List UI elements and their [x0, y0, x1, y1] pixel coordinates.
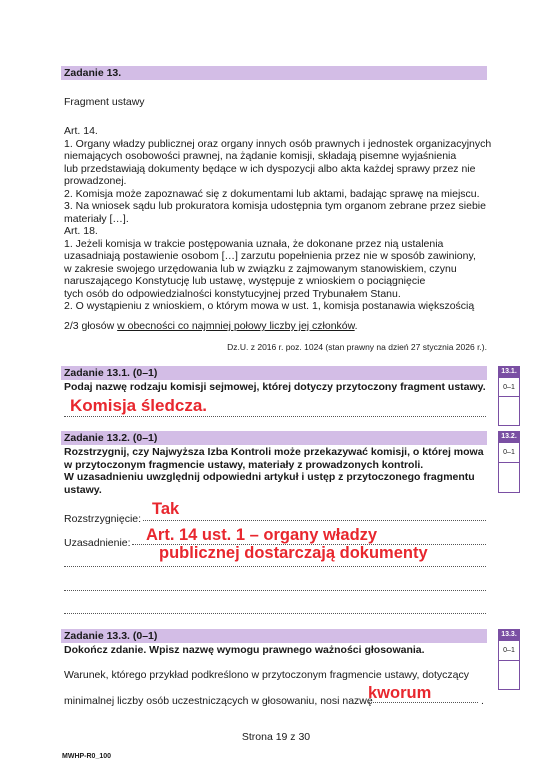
decision-line [143, 520, 486, 521]
task13-3-side-tag: 13.3. [498, 629, 520, 640]
task13-3-score-divider [498, 660, 520, 661]
task13-2-score-divider [498, 462, 520, 463]
decision-answer: Tak [152, 500, 180, 518]
task13-3-sentence-end: . [481, 695, 484, 707]
task13-subtitle: Fragment ustawy [64, 96, 145, 108]
underlined-quorum-phrase: w obecności co najmniej połowy liczby jej członków [117, 320, 355, 332]
exam-code: MWHP-R0_100 [62, 753, 112, 760]
task13-2-question-line: Rozstrzygnij, czy Najwyższa Izba Kontroli może przekazywać komisji, o której mowa [64, 446, 484, 458]
law-line: Art. 18. [64, 225, 98, 237]
task13-2-question-line: ustawy. [64, 483, 102, 496]
law-line: lub przedstawiają dokumenty będące w ich dyspozycji albo akta każdej sprawy przez nie [64, 162, 476, 175]
justification-answer-line1: Art. 14 ust. 1 – organy władzy [146, 526, 378, 544]
law-source: Dz.U. z 2016 r. poz. 1024 (stan prawny na dzień 27 stycznia 2026 r.). [227, 342, 487, 352]
justification-answer-line2: publicznej dostarczają dokumenty [159, 544, 428, 562]
law-line: 1. Organy władzy publicznej oraz organy innych osób prawnych i jednostek organizacyjnych [64, 137, 492, 150]
law-line: naruszającego Konstytucję lub ustawę, występuje z wnioskiem o pociągnięcie [64, 275, 426, 287]
task13-2-score: 0–1 [503, 449, 515, 456]
task13-3-answer-line [368, 702, 478, 703]
law-line: 2. O wystąpieniu z wnioskiem, o którym mowa w ust. 1, komisja postanawia większością [64, 300, 475, 312]
task13-1-question: Podaj nazwę rodzaju komisji sejmowej, której dotyczy przytoczony fragment ustawy. [64, 381, 486, 393]
task13-2-question-line: w przytoczonym fragmencie ustawy, materiały z prowadzonych kontroli. [64, 458, 424, 471]
task13-3-header: Zadanie 13.3. (0–1) [64, 630, 158, 642]
justification-line-4 [64, 613, 486, 614]
task13-1-header: Zadanie 13.1. (0–1) [64, 367, 158, 379]
task13-header: Zadanie 13. [64, 67, 122, 79]
task13-1-score: 0–1 [503, 384, 515, 391]
task13-3-score: 0–1 [503, 647, 515, 654]
decision-label: Rozstrzygnięcie: [64, 513, 142, 525]
law-line: Art. 14. [64, 125, 98, 137]
task13-2-header: Zadanie 13.2. (0–1) [64, 432, 158, 444]
law-line: niemających osobowości prawnej, na żądanie komisji, składają pisemne wyjaśnienia [64, 150, 457, 162]
task13-3-sentence-line1: Warunek, którego przykład podkreślono w przytoczonym fragmencie ustawy, dotyczący [64, 669, 470, 681]
law-last-line [64, 320, 358, 332]
justification-label: Uzasadnienie: [64, 537, 131, 549]
law-line: 3. Na wniosek sądu lub prokuratora komisja udostępnia tym organom zebrane przez siebie [64, 200, 486, 212]
law-last-line-suffix: . [354, 320, 358, 332]
justification-line-1 [132, 544, 486, 545]
task13-2-side-tag: 13.2. [498, 431, 520, 442]
page-number: Strona 19 z 30 [241, 731, 311, 743]
task13-2-question-line: W uzasadnieniu uwzględnij odpowiedni artykuł i ustęp z przytoczonego fragmentu [64, 471, 475, 483]
law-line: materiały […]. [64, 212, 129, 225]
law-last-line-prefix: 2/3 głosów [64, 320, 118, 332]
task13-1-answer: Komisja śledcza. [70, 396, 208, 415]
law-line: uzasadniają postawienie osobom […] zarzutu popełnienia przez nie w sposób zawiniony, [64, 250, 476, 262]
justification-line-3 [64, 590, 486, 591]
task13-1-answer-line [64, 416, 486, 417]
task13-3-answer: kworum [368, 684, 432, 702]
law-line: w zakresie swojego urzędowania lub w związku z zajmowanym stanowiskiem, czynu [64, 262, 457, 275]
task13-1-score-divider [498, 396, 520, 397]
law-line: tych osób do odpowiedzialności konstytucyjnej przed Trybunałem Stanu. [64, 287, 401, 300]
task13-1-side-tag: 13.1. [498, 366, 520, 377]
justification-line-2 [64, 566, 486, 567]
law-line: 1. Jeżeli komisja w trakcie postępowania uznała, że dokonane przez nią ustalenia [64, 237, 444, 250]
law-line: prowadzonej. [64, 175, 127, 187]
task13-3-question: Dokończ zdanie. Wpisz nazwę wymogu prawnego ważności głosowania. [64, 644, 425, 656]
task13-header-bar [61, 66, 487, 80]
task13-3-sentence-line2: minimalnej liczby osób uczestniczących w głosowaniu, nosi nazwę [64, 695, 373, 707]
law-line: 2. Komisja może zapoznawać się z dokumentami lub aktami, badając sprawę na miejscu. [64, 187, 480, 200]
